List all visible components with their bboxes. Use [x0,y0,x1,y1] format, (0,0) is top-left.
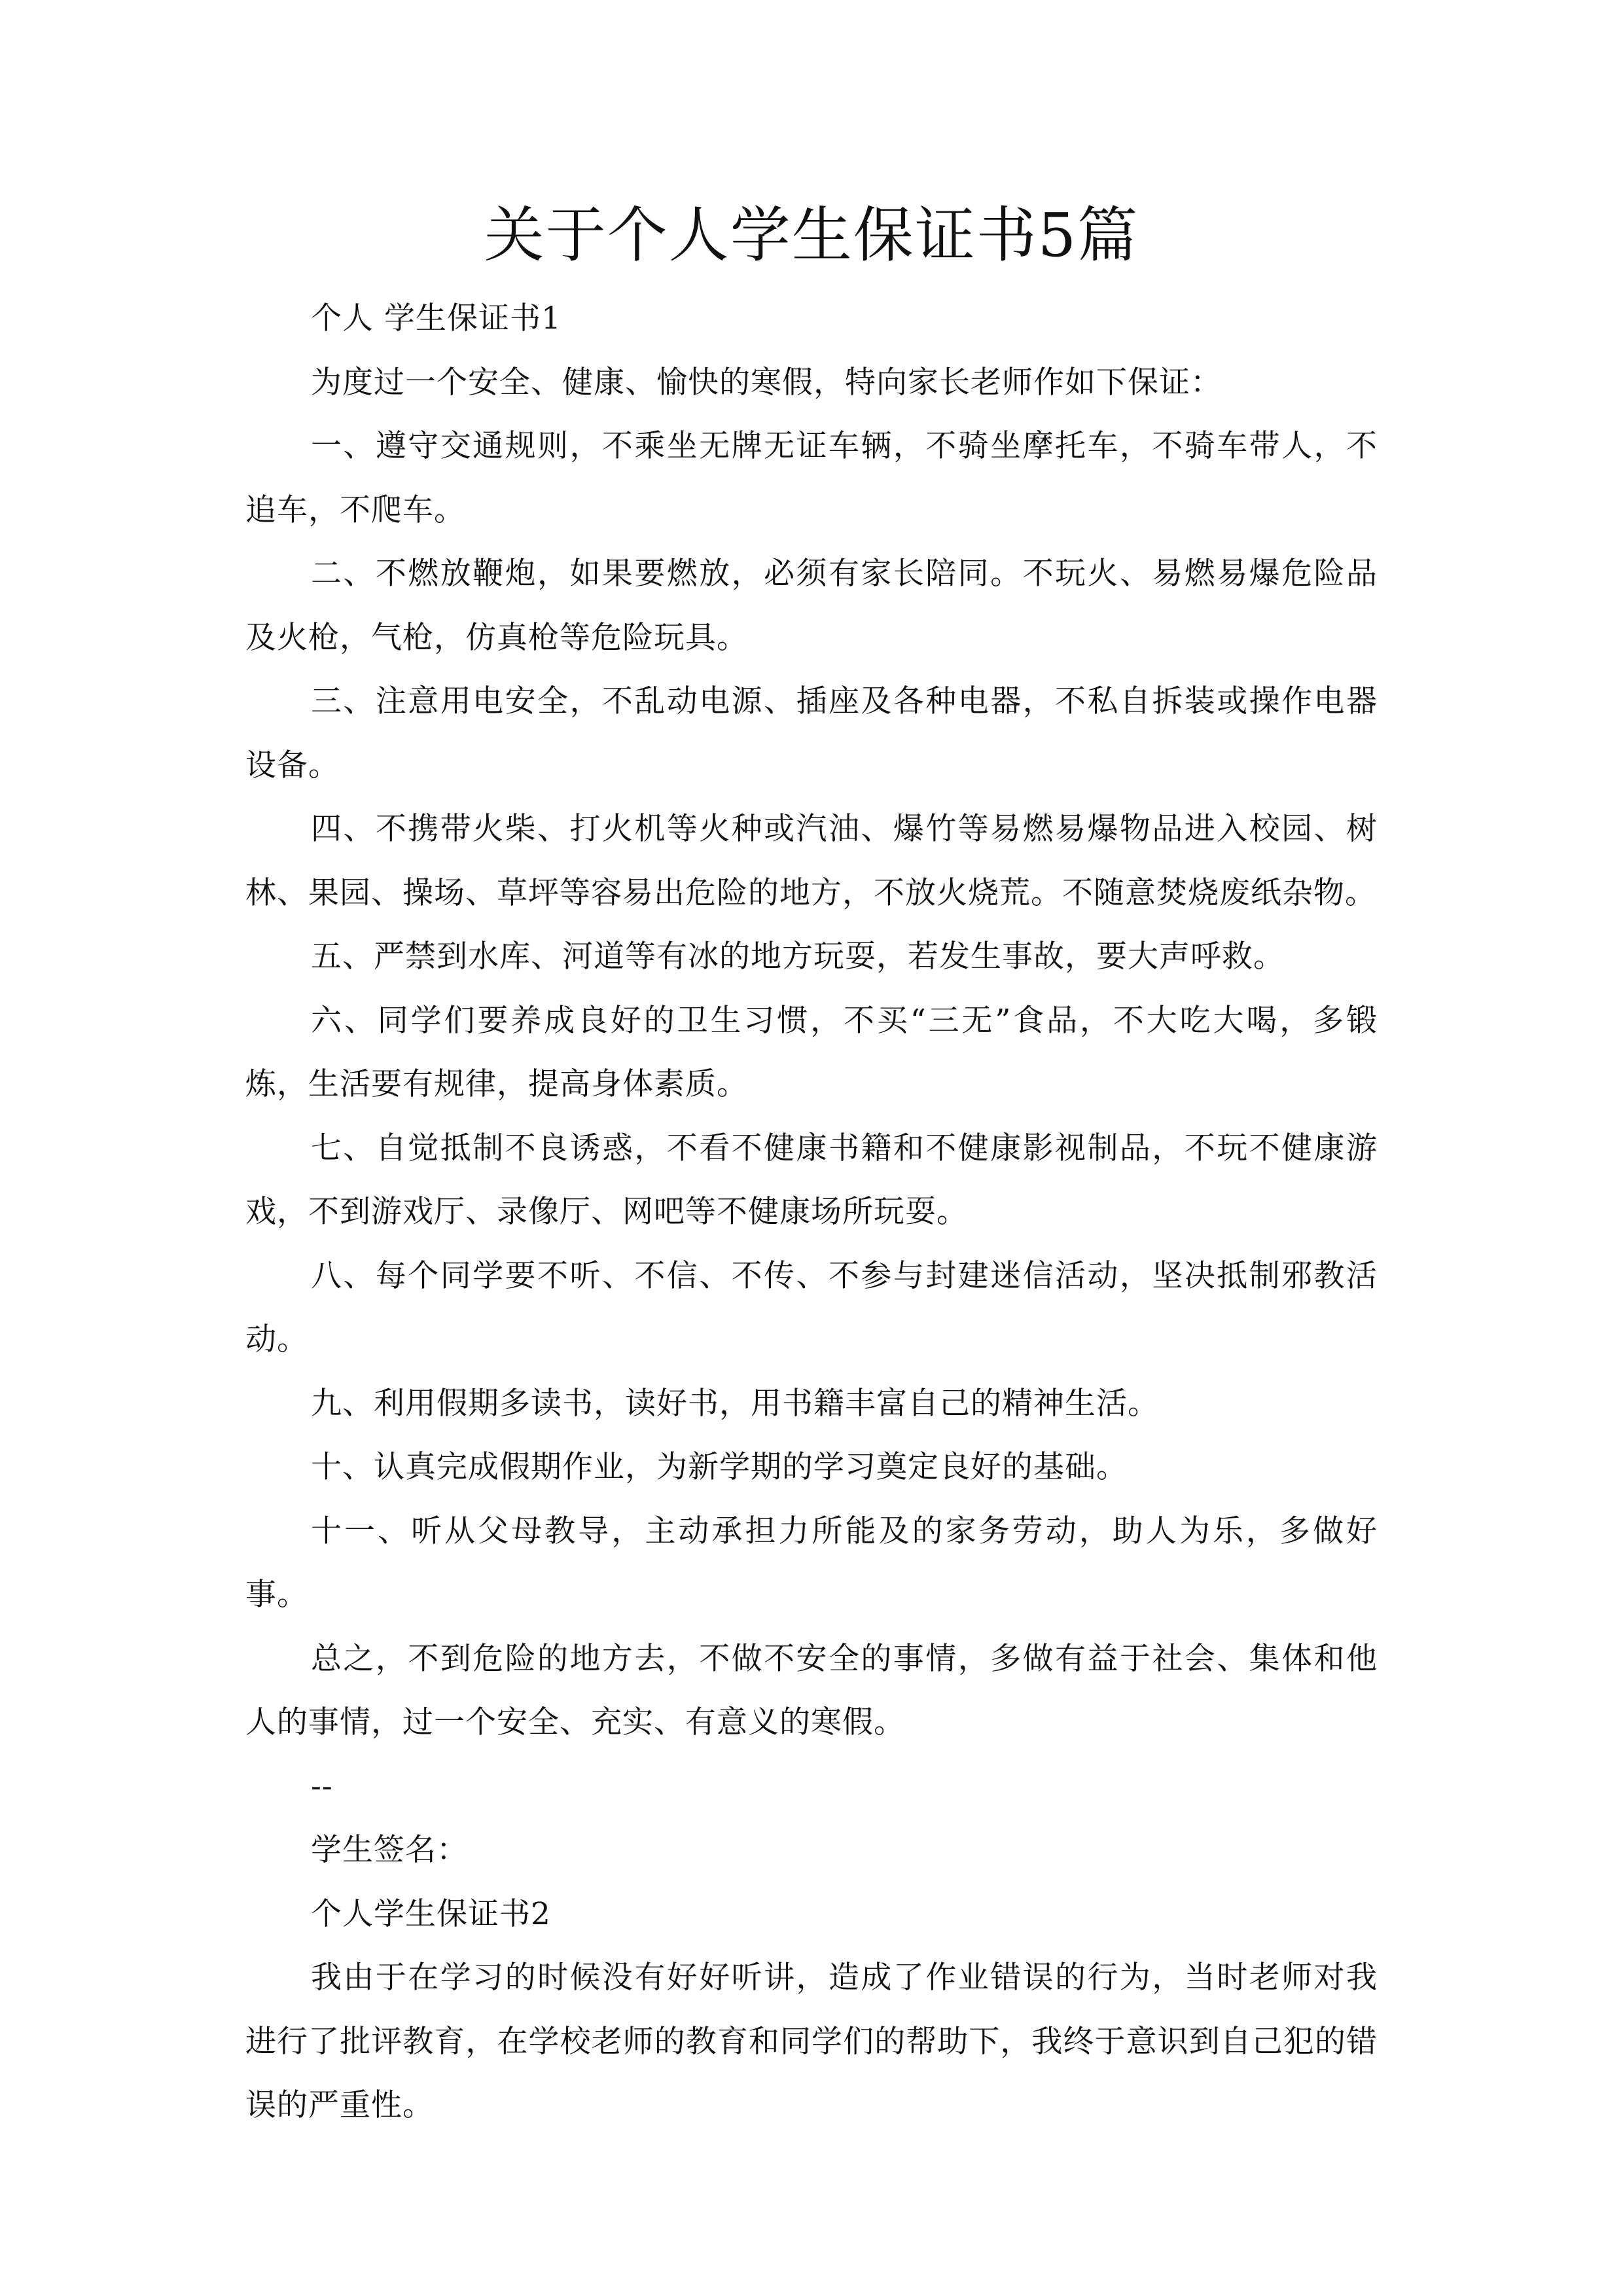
pledge-item-3: 三、注意用电安全，不乱动电源、插座及各种电器，不私自拆装或操作电器设备。 [245,683,1378,783]
document-title: 关于个人学生保证书5篇 [484,200,1139,270]
separator-dashes: -- [311,1768,333,1804]
pledge-item-1: 一、遵守交通规则，不乘坐无牌无证车辆，不骑坐摩托车，不骑车带人，不追车，不爬车。 [245,428,1378,528]
summary-paragraph: 总之，不到危险的地方去，不做不安全的事情，多做有益于社会、集体和他人的事情，过一个安全、充实、有意义的寒假。 [245,1640,1378,1740]
section-heading-1: 个人 学生保证书1 [311,300,562,336]
signature-label: 学生签名： [311,1832,468,1868]
pledge-item-9: 九、利用假期多读书，读好书，用书籍丰富自己的精神生活。 [311,1385,1159,1422]
pledge-item-11: 十一、听从父母教导，主动承担力所能及的家务劳动，助人为乐，多做好事。 [245,1513,1378,1613]
section-2-paragraph-1: 我由于在学习的时候没有好好听讲，造成了作业错误的行为，当时老师对我进行了批评教育，在学校老师的教育和同学们的帮助下，我终于意识到自己犯的错误的严重性。 [245,1960,1378,2123]
section-heading-2: 个人学生保证书2 [311,1895,551,1932]
pledge-item-8: 八、每个同学要不听、不信、不传、不参与封建迷信活动，坚决抵制邪教活动。 [245,1257,1378,1357]
pledge-item-10: 十、认真完成假期作业，为新学期的学习奠定良好的基础。 [311,1449,1128,1485]
pledge-item-2: 二、不燃放鞭炮，如果要燃放，必须有家长陪同。不玩火、易燃易爆危险品及火枪，气枪，仿真枪等危险玩具。 [245,556,1378,656]
intro-paragraph: 为度过一个安全、健康、愉快的寒假，特向家长老师作如下保证： [311,364,1222,401]
pledge-item-5: 五、严禁到水库、河道等有冰的地方玩耍，若发生事故，要大声呼救。 [311,939,1285,975]
pledge-item-7: 七、自觉抵制不良诱惑，不看不健康书籍和不健康影视制品，不玩不健康游戏，不到游戏厅、录像厅、网吧等不健康场所玩耍。 [245,1130,1378,1230]
pledge-item-6: 六、同学们要养成良好的卫生习惯，不买“三无”食品，不大吃大喝，多锻炼，生活要有规律，提高身体素质。 [245,1002,1378,1102]
document-body [245,287,1378,2138]
pledge-item-4: 四、不携带火柴、打火机等火种或汽油、爆竹等易燃易爆物品进入校园、树林、果园、操场、草坪等容易出危险的地方，不放火烧荒。不随意焚烧废纸杂物。 [245,811,1378,911]
